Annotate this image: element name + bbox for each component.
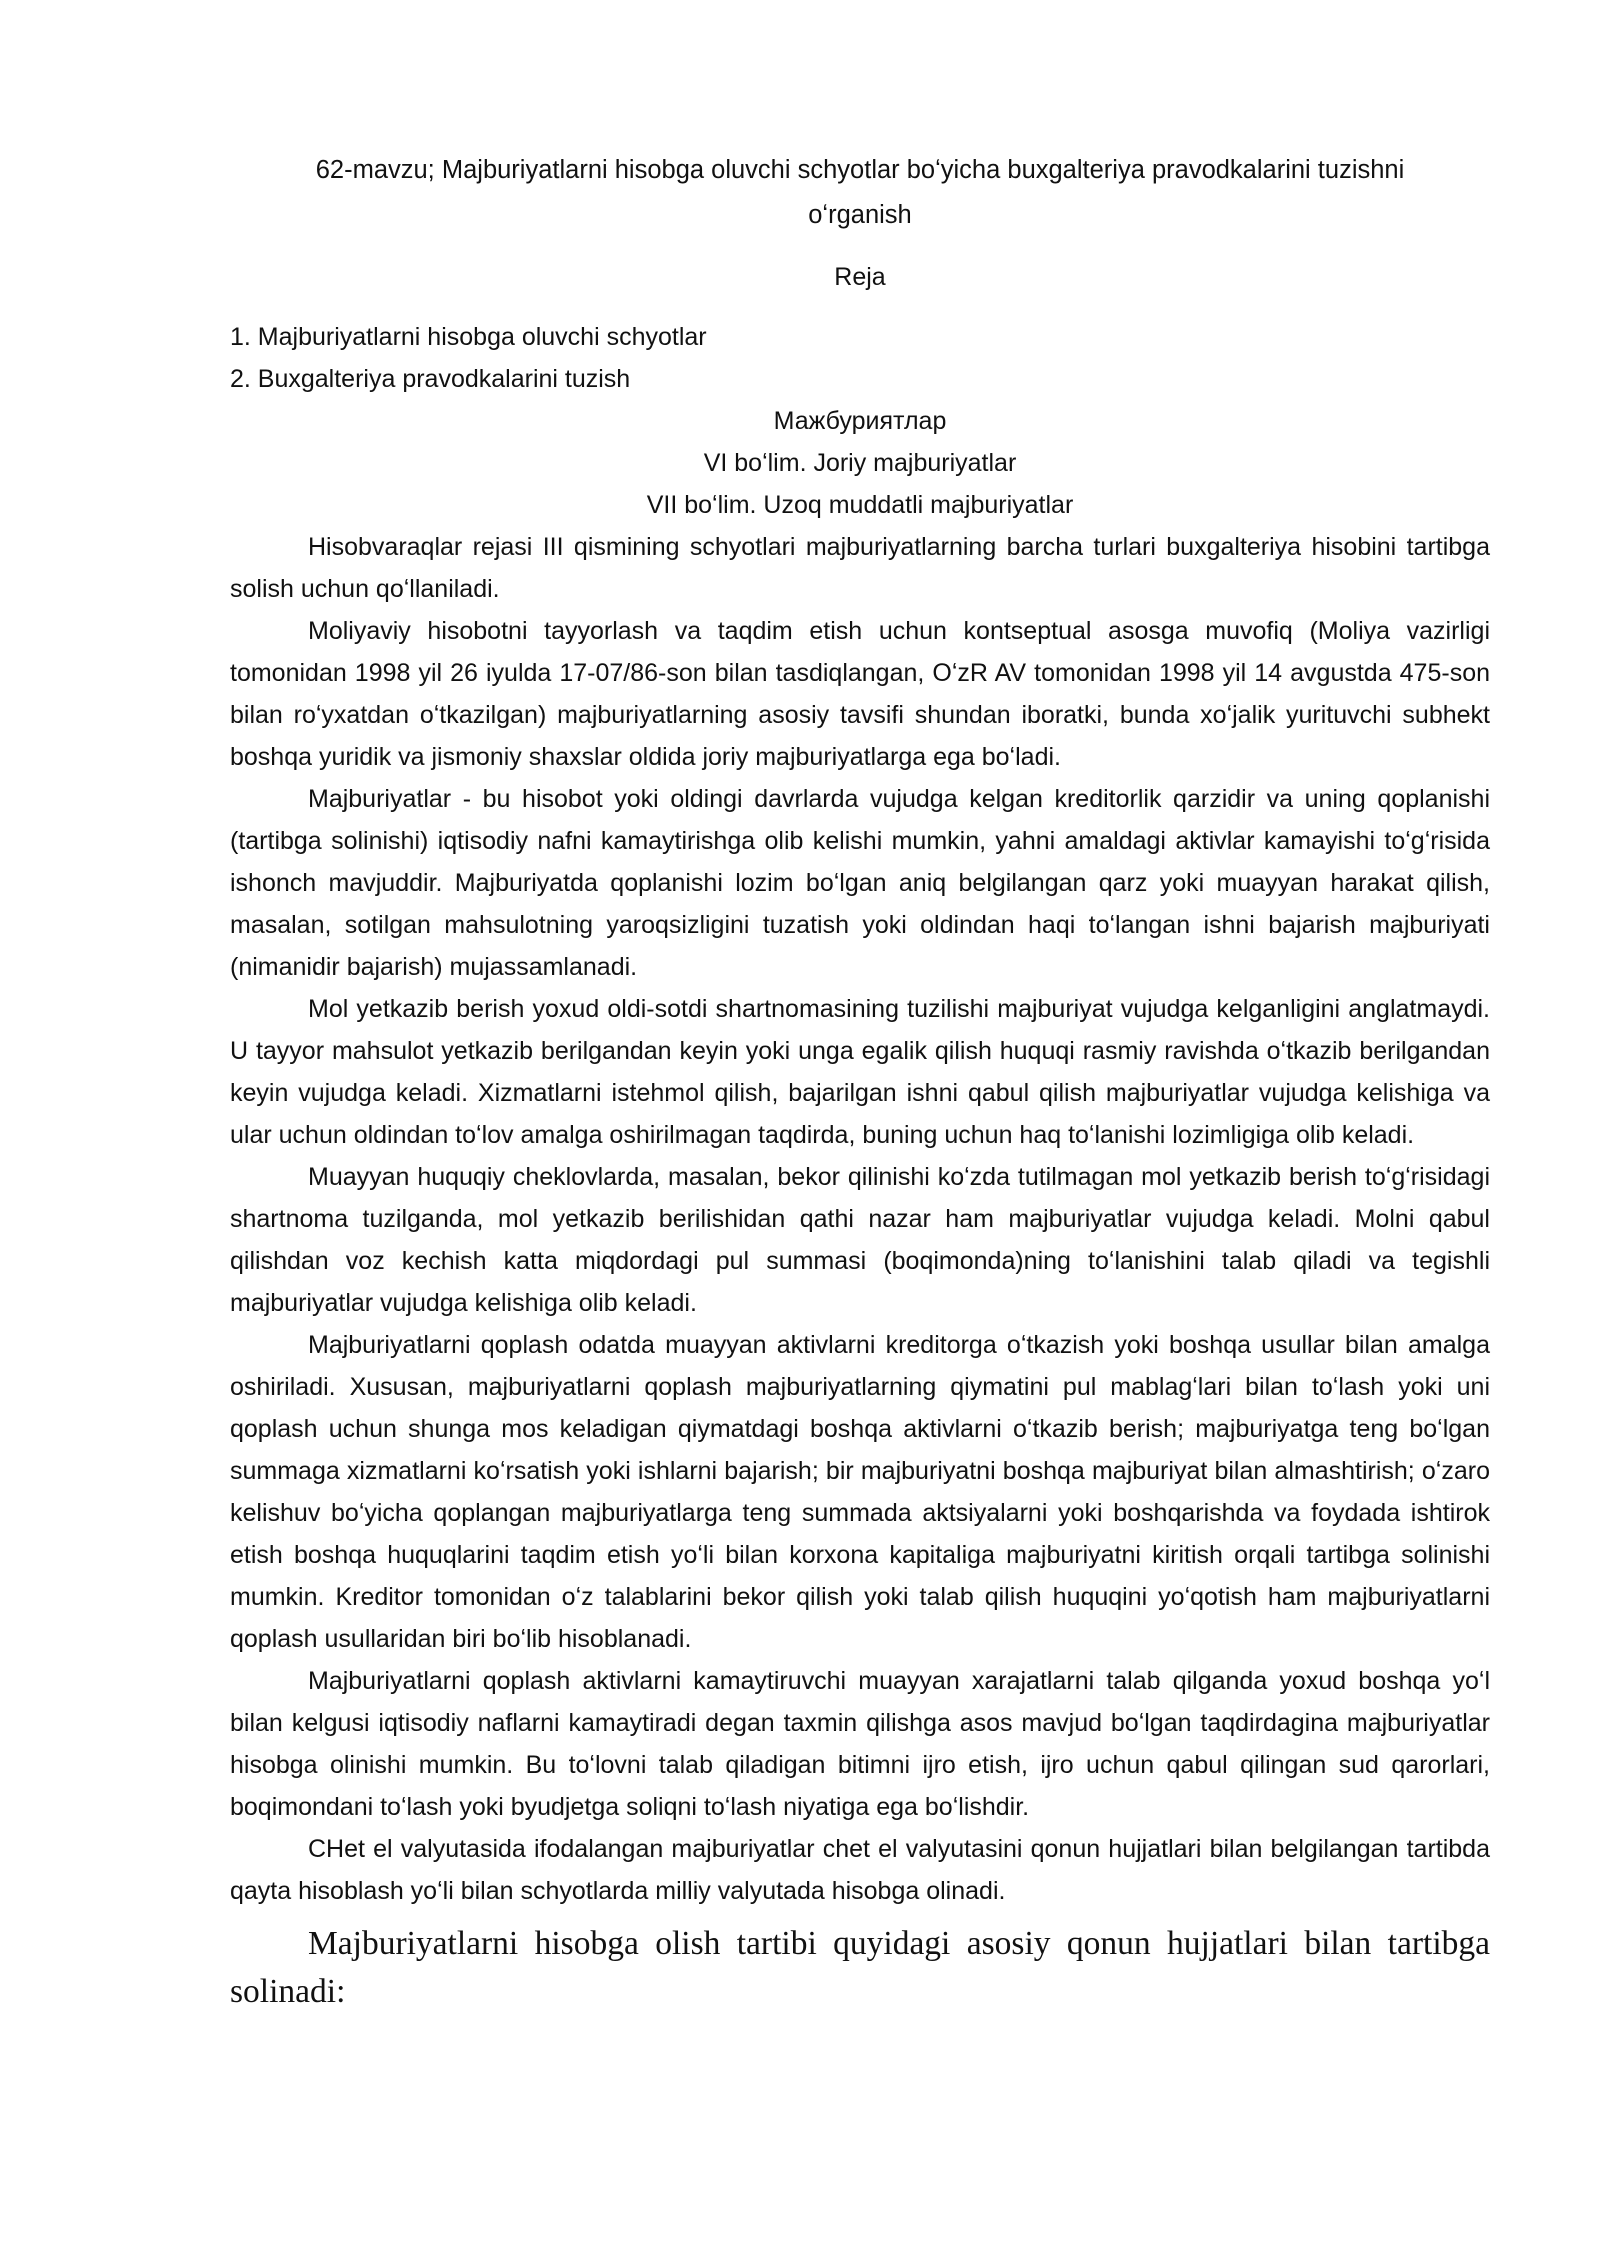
- body-paragraph: CHet el valyutasida ifodalangan majburiyatlar chet el valyutasini qonun hujjatlari bilan belgilangan tartibda qayta hisoblash yoʻli bilan schyotlarda milliy valyutada hisobga olinadi.: [230, 1835, 1490, 1905]
- body-paragraph: Majburiyatlarni qoplash aktivlarni kamaytiruvchi muayyan xarajatlarni talab qilganda yoxud boshqa yoʻl bilan kelgusi iqtisodiy naflarni kamaytiradi degan taxmin qilishga asos mavjud boʻlgan taqdirdagina majburiyatlar hisobga olinishi mumkin. Bu toʻlovni talab qiladigan bitimni ijro etish, ijro uchun qabul qilingan sud qarorlari, boqimondani toʻlash yoki byudjetga soliqni toʻlash niyatiga ega boʻlishdir.: [230, 1667, 1490, 1821]
- plan-item: 2. Buxgalteriya pravodkalarini tuzish: [230, 365, 631, 393]
- body-paragraph: Majburiyatlar - bu hisobot yoki oldingi davrlarda vujudga kelgan kreditorlik qarzidir va uning qoplanishi (tartibga solinishi) iqtisodiy nafni kamaytirishga olib kelishi mumkin, yahni amaldagi aktivlar kamayishi toʻgʻrisida ishonch mavjuddir. Majburiyatda qoplanishi lozim boʻlgan aniq belgilangan qarz yoki muayyan harakat qilish, masalan, sotilgan mahsulotning yaroqsizligini tuzatish yoki oldindan haqi toʻlangan ishni bajarish majburiyati (nimanidir bajarish) mujassamlanadi.: [230, 785, 1490, 981]
- document-title: 62-mavzu; Majburiyatlarni hisobga oluvchi schyotlar boʻyicha buxgalteriya pravodkalarini tuzishni oʻrganish: [315, 156, 1405, 229]
- section-heading: VII boʻlim. Uzoq muddatli majburiyatlar: [646, 491, 1074, 519]
- plan-item: 1. Majburiyatlarni hisobga oluvchi schyotlar: [230, 323, 707, 351]
- closing-paragraph: Majburiyatlarni hisobga olish tartibi quyidagi asosiy qonun hujjatlari bilan tartibga solinadi:: [230, 1925, 1490, 2010]
- body-paragraph: Moliyaviy hisobotni tayyorlash va taqdim etish uchun kontseptual asosga muvofiq (Moliya vazirligi tomonidan 1998 yil 26 iyulda 17-07/86-son bilan tasdiqlangan, OʻzR AV tomonidan 1998 yil 14 avgustda 475-son bilan roʻyxatdan oʻtkazilgan) majburiyatlarning asosiy tavsifi shundan iboratki, bunda xoʻjalik yurituvchi subhekt boshqa yuridik va jismoniy shaxslar oldida joriy majburiyatlarga ega boʻladi.: [230, 617, 1490, 771]
- document-body: [230, 148, 1490, 2016]
- body-paragraph: Hisobvaraqlar rejasi III qismining schyotlari majburiyatlarning barcha turlari buxgalteriya hisobini tartibga solish uchun qoʻllaniladi.: [230, 533, 1490, 603]
- body-paragraph: Mol yetkazib berish yoxud oldi-sotdi shartnomasining tuzilishi majburiyat vujudga kelganligini anglatmaydi. U tayyor mahsulot yetkazib berilgandan keyin yoki unga egalik qilish huquqi rasmiy ravishda oʻtkazib berilgandan keyin vujudga keladi. Xizmatlarni istehmol qilish, bajarilgan ishni qabul qilish majburiyatlar vujudga kelishiga va ular uchun oldindan toʻlov amalga oshirilmagan taqdirda, buning uchun haq toʻlanishi lozimligiga olib keladi.: [230, 995, 1490, 1149]
- body-paragraph: Muayyan huquqiy cheklovlarda, masalan, bekor qilinishi koʻzda tutilmagan mol yetkazib berish toʻgʻrisidagi shartnoma tuzilganda, mol yetkazib berilishidan qathi nazar ham majburiyatlar vujudga keladi. Molni qabul qilishdan voz kechish katta miqdordagi pul summasi (boqimonda)ning toʻlanishini talab qiladi va tegishli majburiyatlar vujudga kelishiga olib keladi.: [230, 1163, 1490, 1317]
- section-heading: VI boʻlim. Joriy majburiyatlar: [703, 449, 1017, 477]
- plan-heading: Reja: [834, 263, 886, 291]
- section-heading: Мажбуриятлар: [773, 407, 947, 435]
- body-paragraph: Majburiyatlarni qoplash odatda muayyan aktivlarni kreditorga oʻtkazish yoki boshqa usullar bilan amalga oshiriladi. Xususan, majburiyatlarni qoplash majburiyatlarning qiymatini pul mablagʻlari bilan toʻlash yoki uni qoplash uchun shunga mos keladigan qiymatdagi boshqa aktivlarni oʻtkazib berish; majburiyatga teng boʻlgan summaga xizmatlarni koʻrsatish yoki ishlarni bajarish; bir majburiyatni boshqa majburiyat bilan almashtirish; oʻzaro kelishuv boʻyicha qoplangan majburiyatlarga teng summada aktsiyalarni yoki boshqarishda va foydada ishtirok etish boshqa huquqlarini taqdim etish yoʻli bilan korxona kapitaliga majburiyatni kiritish orqali tartibga solinishi mumkin. Kreditor tomonidan oʻz talablarini bekor qilish yoki talab qilish huquqini yoʻqotish ham majburiyatlarni qoplash usullaridan biri boʻlib hisoblanadi.: [230, 1331, 1490, 1653]
